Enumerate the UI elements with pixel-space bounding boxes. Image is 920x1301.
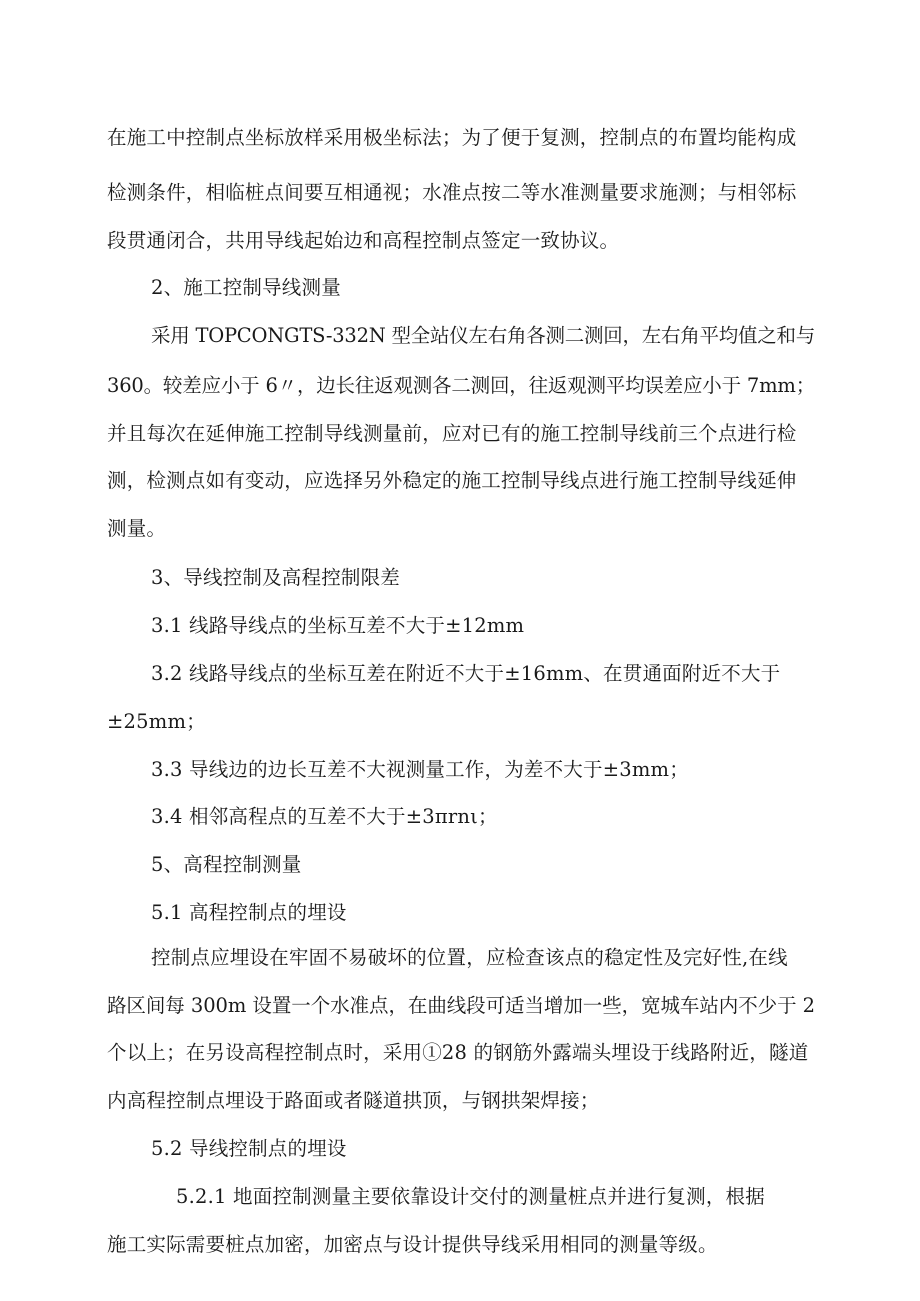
- paragraph-line: 段贯通闭合，共用导线起始边和高程控制点签定一致协议。: [107, 229, 620, 252]
- paragraph-line: 并且每次在延伸施工控制导线测量前，应对已有的施工控制导线前三个点进行检: [107, 422, 797, 445]
- list-item: 3.2 线路导线点的坐标互差在附近不大于±16mm、在贯通面附近不大于: [151, 662, 781, 685]
- list-item: 3.1 线路导线点的坐标互差不大于±12mm: [151, 614, 525, 637]
- list-item-continuation: ±25mm；: [107, 710, 206, 733]
- paragraph-line: 施工实际需要桩点加密，加密点与设计提供导线采用相同的测量等级。: [107, 1233, 718, 1256]
- section-heading: 5、高程控制测量: [151, 853, 302, 876]
- paragraph-line: 个以上；在另设高程控制点时，采用①28 的钢筋外露端头埋设于线路附近，隧道: [107, 1041, 809, 1064]
- subsection-heading: 5.2 导线控制点的埋设: [151, 1137, 347, 1160]
- paragraph-line: 控制点应埋设在牢固不易破坏的位置，应检查该点的稳定性及完好性,在线: [151, 946, 788, 969]
- paragraph-line: 采用 TOPCONGTS-332N 型全站仪左右角各测二测回，左右角平均值之和与: [151, 324, 815, 347]
- list-item: 3.4 相邻高程点的互差不大于±3πrnι；: [151, 805, 498, 828]
- list-item: 3.3 导线边的边长互差不大视测量工作，为差不大于±3mm；: [151, 758, 689, 781]
- paragraph-line: 检测条件，相临桩点间要互相通视；水准点按二等水准测量要求施测；与相邻标: [107, 181, 797, 204]
- paragraph-line: 360。较差应小于 6〃，边长往返观测各二测回，往返观测平均误差应小于 7mm；: [107, 374, 815, 397]
- section-heading: 2、施工控制导线测量: [151, 276, 341, 299]
- subsection-heading: 5.1 高程控制点的埋设: [151, 901, 347, 924]
- paragraph-line: 内高程控制点埋设于路面或者隧道拱顶，与钢拱架焊接；: [107, 1089, 600, 1112]
- paragraph-line: 在施工中控制点坐标放样采用极坐标法；为了便于复测，控制点的布置均能构成: [107, 126, 797, 149]
- paragraph-line: 测，检测点如有变动，应选择另外稳定的施工控制导线点进行施工控制导线延伸: [107, 469, 797, 492]
- paragraph-line: 测量。: [107, 517, 167, 540]
- section-heading: 3、导线控制及高程控制限差: [151, 566, 401, 589]
- paragraph-line: 5.2.1 地面控制测量主要依靠设计交付的测量桩点并进行复测，根据: [176, 1185, 765, 1208]
- paragraph-line: 路区间每 300m 设置一个水准点，在曲线段可适当增加一些，宽城车站内不少于 2: [107, 994, 815, 1017]
